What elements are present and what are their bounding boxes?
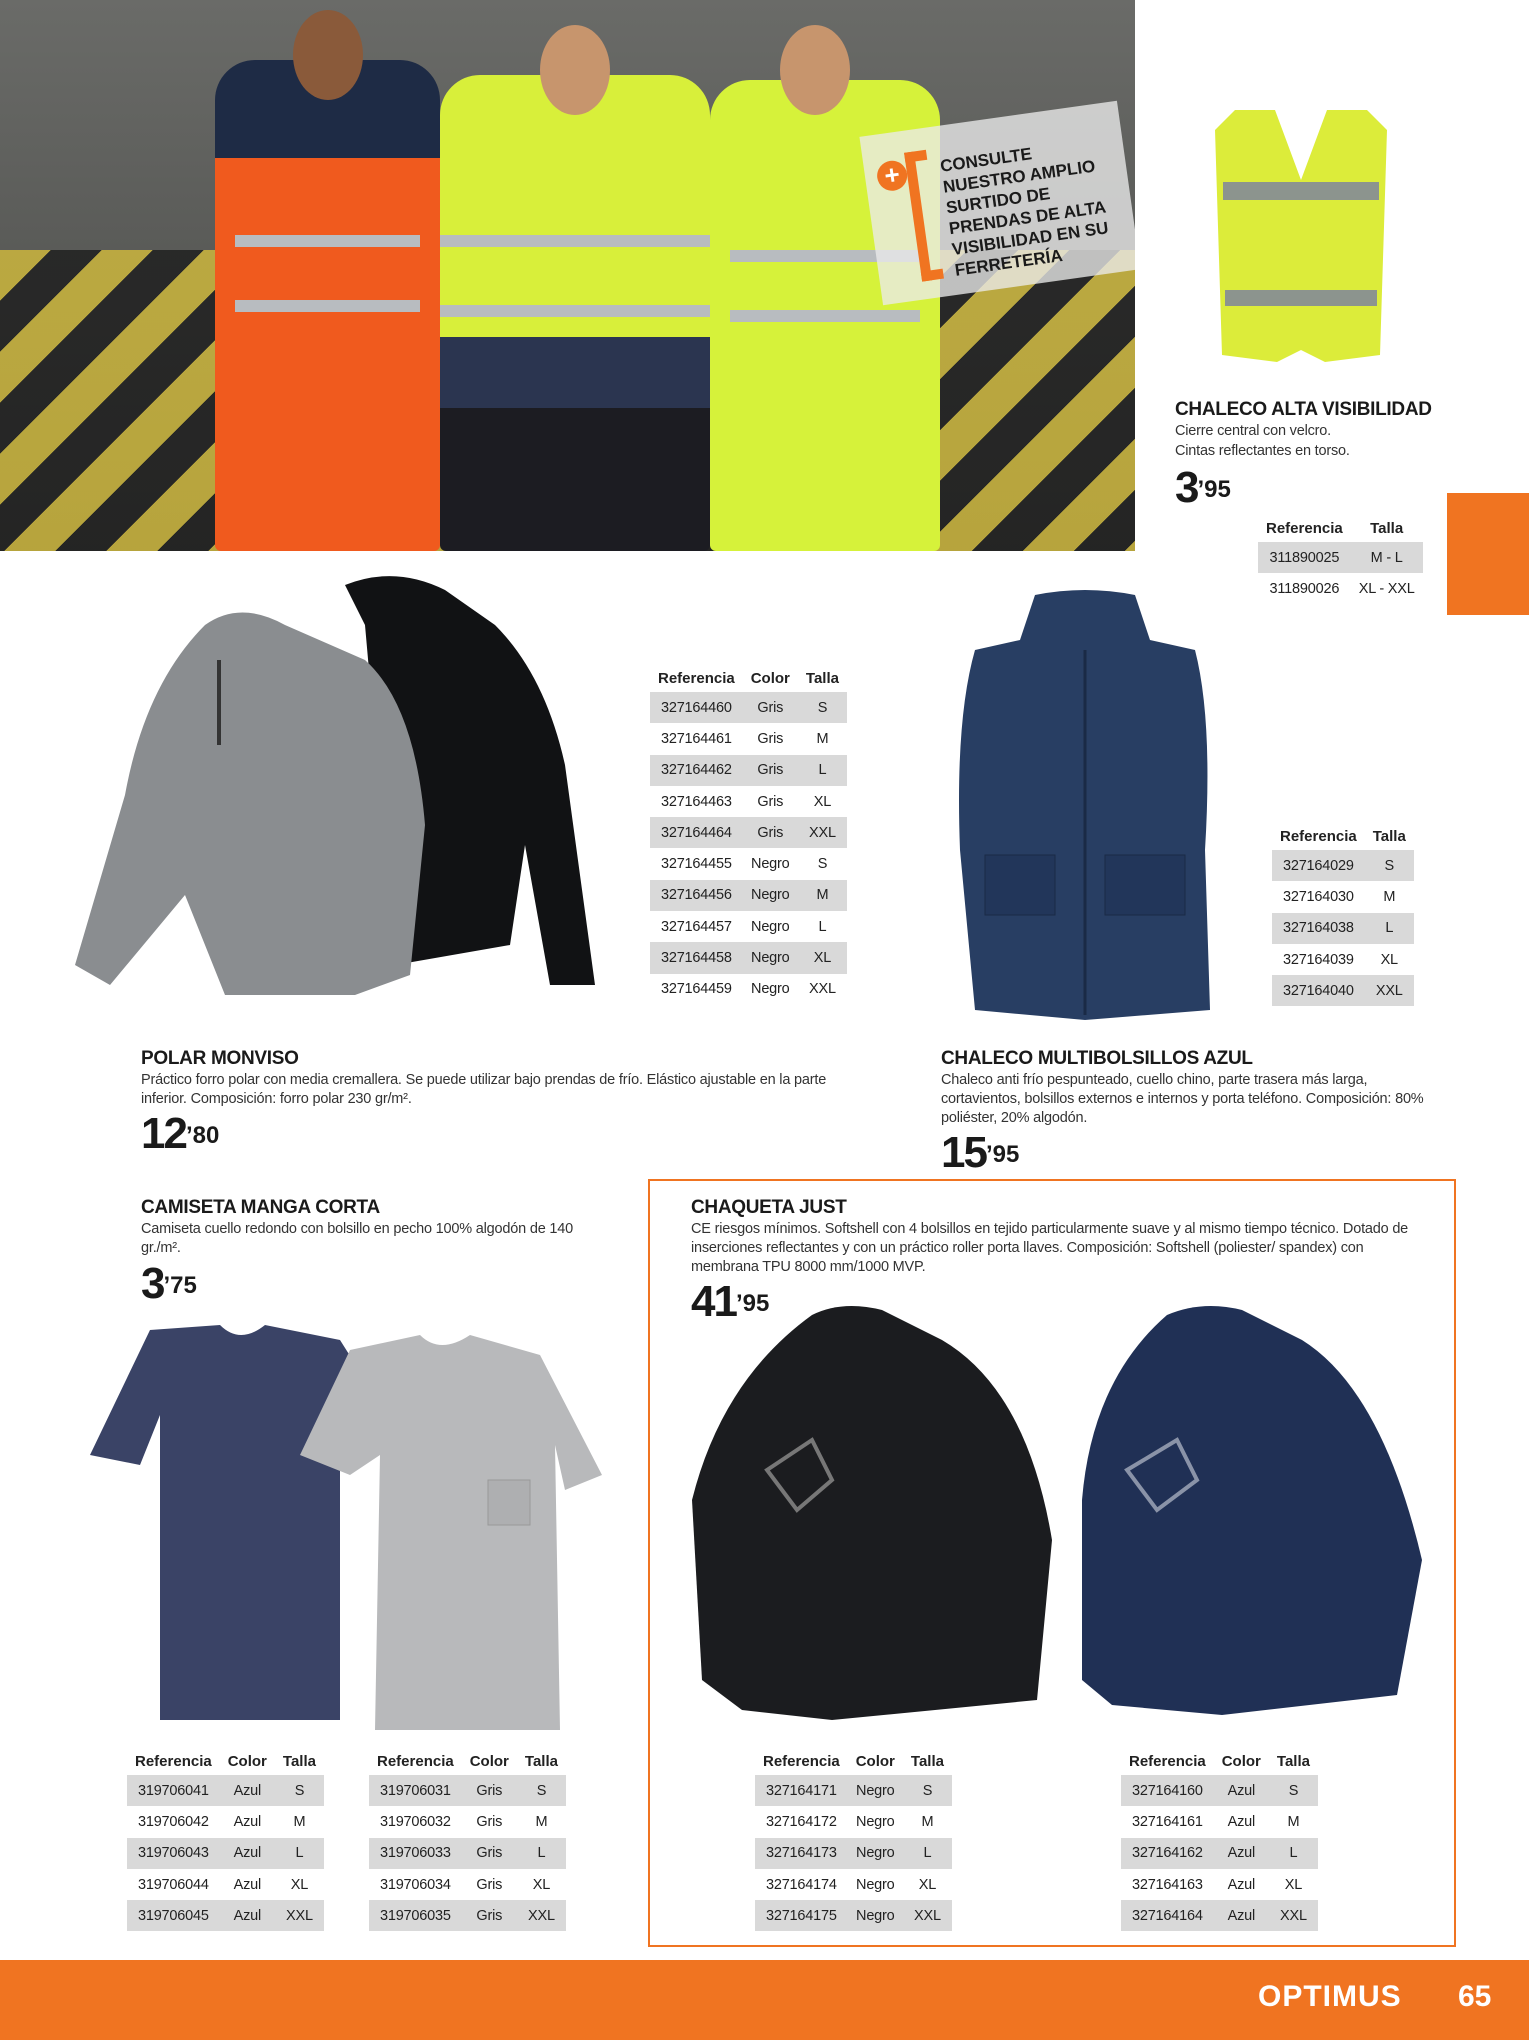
table-row: 327164039 XL <box>1282 951 1398 968</box>
table-row: 327164040 XXL <box>1272 975 1414 1006</box>
chaleco-alta-price: $3^{’95}$ <box>1175 463 1231 512</box>
chaqueta-azul-table <box>1121 1748 1318 1931</box>
table-row: 319706043 Azul L <box>127 1838 324 1869</box>
polar-title: POLAR MONVISO <box>141 1048 299 1069</box>
section-tab-marker <box>1447 493 1529 615</box>
table-row: 319706042 Azul M <box>137 1813 306 1830</box>
softshell-jackets-image <box>682 1300 1422 1720</box>
polar-desc: Práctico forro polar con media cremallera. Se puede utilizar bajo prendas de frío. Elástico ajustable en la parte inferior. Composición: forro polar 230 gr/m². <box>141 1072 827 1107</box>
polar-price: $12^{’80}$ <box>141 1109 220 1158</box>
worker-orange-figure <box>215 60 440 551</box>
table-row: 327164175 Negro XXL <box>755 1900 952 1931</box>
chaleco-alta-desc-1: Cierre central con velcro. <box>1175 423 1331 439</box>
col-header: Talla <box>910 1753 944 1770</box>
yellow-vest-image <box>1215 110 1387 362</box>
table-row: 327164458 Negro XL <box>650 942 847 973</box>
chaqueta-title: CHAQUETA JUST <box>691 1197 847 1218</box>
table-row: 327164160 Azul S <box>1121 1775 1318 1806</box>
table-row: 327164459 Negro XXL <box>660 981 836 998</box>
callout-text: CONSULTE NUESTRO AMPLIO SURTIDO DE PRENDAS DE ALTA VISIBILIDAD EN SU FERRETERÍA <box>939 144 1110 280</box>
col-header: Referencia <box>377 1753 454 1770</box>
chaleco-alta-desc-2: Cintas reflectantes en torso. <box>1175 443 1350 459</box>
col-header: Talla <box>1276 1753 1310 1770</box>
table-row: 327164461 Gris M <box>660 730 829 747</box>
col-header: Color <box>227 1753 267 1770</box>
plus-icon: + <box>875 159 909 193</box>
table-row: 327164162 Azul L <box>1121 1838 1318 1869</box>
col-header: Color <box>750 670 790 687</box>
table-row: 327164464 Gris XXL <box>650 817 847 848</box>
table-row: 327164172 Negro M <box>765 1813 934 1830</box>
col-header: Color <box>469 1753 509 1770</box>
col-header: Color <box>855 1753 895 1770</box>
chaqueta-desc: CE riesgos mínimos. Softshell con 4 bolsillos en tejido particularmente suave y al mismo tiempo técnico. Dotado de inserciones reflectantes y con un práctico roller porta llaves. Composición: Softshell (poliester/ spandex) con membrana TPU 8000 mm/1000 MVP. <box>691 1221 1409 1275</box>
chaleco-multi-title: CHALECO MULTIBOLSILLOS AZUL <box>941 1048 1253 1069</box>
table-row: 319706032 Gris M <box>379 1813 548 1830</box>
col-header: Color <box>1221 1753 1261 1770</box>
table-row: 319706034 Gris XL <box>379 1876 551 1893</box>
table-row: 327164174 Negro XL <box>765 1876 937 1893</box>
col-header: Referencia <box>1129 1753 1206 1770</box>
camiseta-price: $3^{’75}$ <box>141 1259 197 1308</box>
col-header: Referencia <box>1266 520 1343 537</box>
table-row: 327164161 Azul M <box>1131 1813 1300 1830</box>
table-row: 319706035 Gris XXL <box>369 1900 566 1931</box>
table-row: 319706031 Gris S <box>369 1775 566 1806</box>
col-header: Referencia <box>1280 828 1357 845</box>
col-header: Talla <box>524 1753 558 1770</box>
camiseta-azul-table <box>127 1748 324 1931</box>
chaleco-alta-table <box>1258 515 1423 605</box>
table-row: 327164462 Gris L <box>650 755 847 786</box>
table-row: 327164455 Negro S <box>660 856 828 873</box>
table-row: 327164171 Negro S <box>755 1775 952 1806</box>
col-header: Talla <box>805 670 839 687</box>
table-row: 327164163 Azul XL <box>1131 1876 1303 1893</box>
optimus-logo: OPTIMUS <box>1258 1980 1402 2013</box>
table-row: 311890025 M - L <box>1258 542 1423 573</box>
camiseta-desc: Camiseta cuello redondo con bolsillo en pecho 100% algodón de 140 gr./m². <box>141 1221 573 1256</box>
chaleco-multi-desc: Chaleco anti frío pespunteado, cuello chino, parte trasera más larga, cortavientos, bolsillos externos e internos y porta teléfono. Composición: 80% poliéster, 20% algodón. <box>941 1072 1424 1126</box>
col-header: Talla <box>1370 520 1404 537</box>
chaqueta-negro-table <box>755 1748 952 1931</box>
table-row: 327164030 M <box>1282 888 1396 905</box>
polar-fleece-image <box>65 565 620 1045</box>
table-row: 319706044 Azul XL <box>137 1876 309 1893</box>
table-row: 311890026 XL - XXL <box>1269 580 1415 597</box>
table-row: 327164173 Negro L <box>755 1838 952 1869</box>
chaqueta-price: $41^{’95}$ <box>691 1277 770 1326</box>
table-row: 319706033 Gris L <box>369 1838 566 1869</box>
chaleco-multi-table <box>1272 823 1414 1006</box>
chaleco-multi-price: $15^{’95}$ <box>941 1128 1020 1177</box>
page-number: 65 <box>1458 1980 1492 2013</box>
table-row: 327164460 Gris S <box>650 692 847 723</box>
table-row: 327164029 S <box>1272 850 1414 881</box>
worker-yellow-figure <box>440 75 710 551</box>
table-row: 327164164 Azul XXL <box>1121 1900 1318 1931</box>
table-row: 327164463 Gris XL <box>660 793 832 810</box>
table-row: 319706045 Azul XXL <box>127 1900 324 1931</box>
tshirts-image <box>90 1325 610 1735</box>
table-row: 327164457 Negro L <box>660 918 827 935</box>
col-header: Referencia <box>658 670 735 687</box>
camiseta-title: CAMISETA MANGA CORTA <box>141 1197 380 1218</box>
table-row: 327164456 Negro M <box>650 880 847 911</box>
col-header: Talla <box>282 1753 316 1770</box>
bracket-decoration <box>904 150 944 282</box>
col-header: Referencia <box>763 1753 840 1770</box>
polar-table <box>650 665 847 1005</box>
hero-photo <box>0 0 1135 551</box>
col-header: Referencia <box>135 1753 212 1770</box>
chaleco-alta-title: CHALECO ALTA VISIBILIDAD <box>1175 399 1432 420</box>
hi-vis-callout <box>859 101 1135 306</box>
camiseta-gris-table <box>369 1748 566 1931</box>
col-header: Talla <box>1372 828 1406 845</box>
navy-vest-image <box>955 590 1215 1020</box>
table-row: 319706041 Azul S <box>127 1775 324 1806</box>
table-row: 327164038 L <box>1272 913 1414 944</box>
